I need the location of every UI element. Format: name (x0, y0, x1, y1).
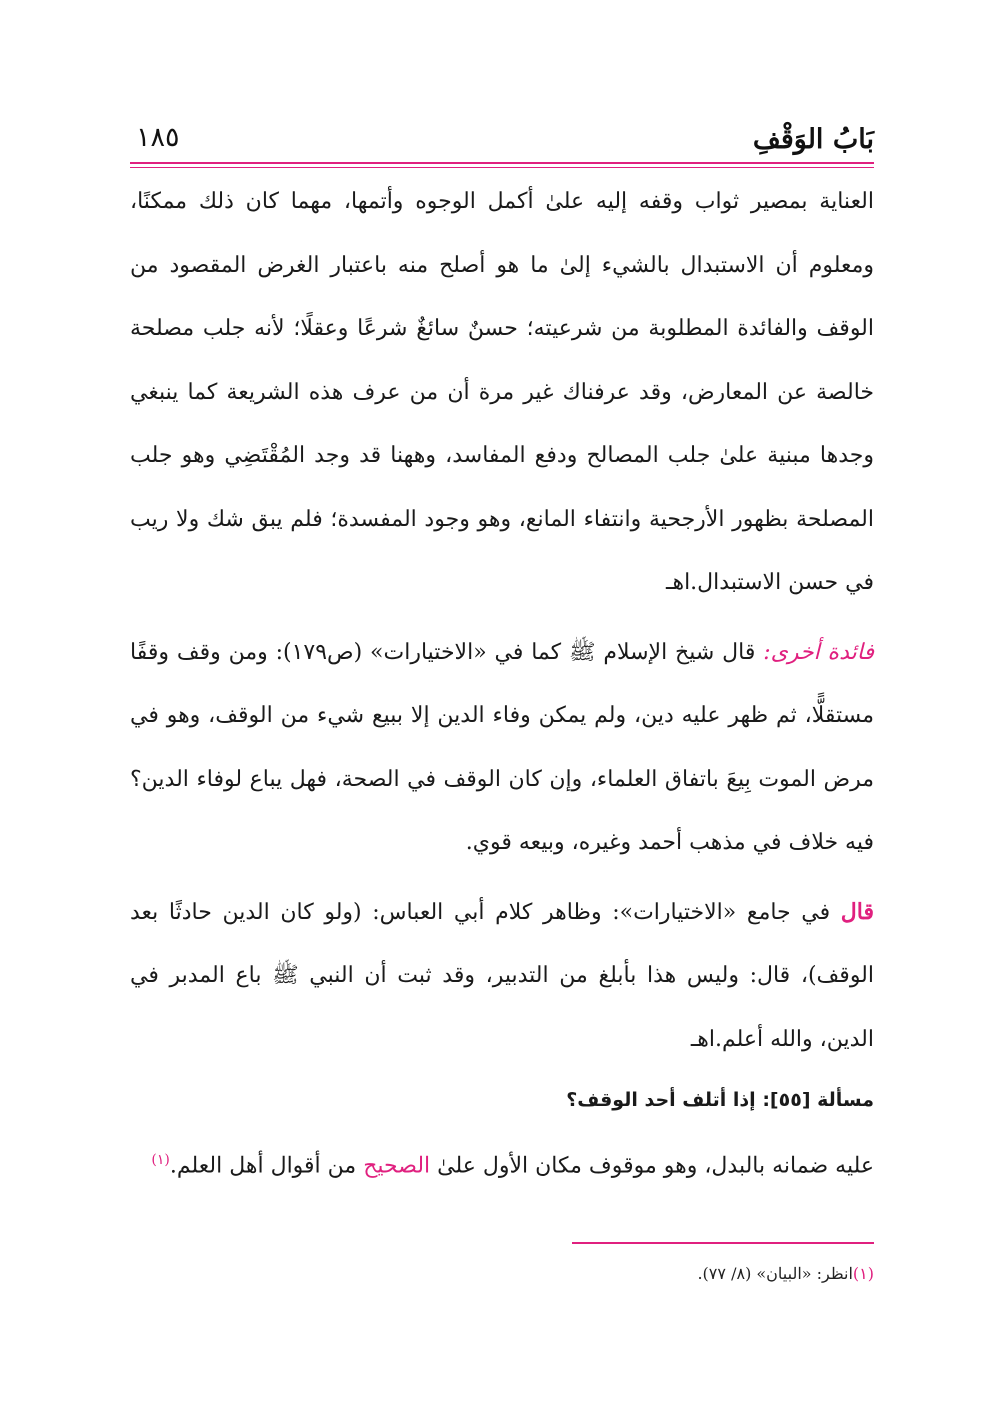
page-header (130, 118, 874, 162)
footnote-rule (572, 1242, 874, 1244)
paragraph-1: العناية بمصير ثواب وقفه إليه علىٰ أكمل الوجوه وأتمها، مهما كان ذلك ممكنًا، ومعلوم أن الاستبدال بالشيء إلىٰ ما هو أصلح منه باعتبار الغرض المقصود من الوقف والفائدة المطلوبة من شرعيته؛ حسنٌ سائغٌ شرعًا وعقلًا؛ لأنه جلب مصلحة خالصة عن المعارض، وقد عرفناك غير مرة أن من عرف هذه الشريعة كما ينبغي وجدها مبنية علىٰ جلب المصالح ودفع المفاسد، وههنا قد وجد المُقْتَضِي وهو جلب المصلحة بظهور الأرجحية وانتفاء المانع، وهو وجود المفسدة؛ فلم يبق شك ولا ريب في حسن الاستبدال.اهـ (130, 189, 874, 595)
paragraph-4 (130, 1129, 874, 1198)
issue-heading: مسألة [٥٥]: إذا أتلف أحد الوقف؟ (566, 1089, 874, 1111)
paragraph-3 (130, 881, 874, 1072)
qal-label: قال (840, 898, 874, 925)
footnote-number: (١) (852, 1264, 874, 1283)
main-text (130, 170, 874, 1198)
benefit-label: فائدة أخرى: (763, 639, 874, 665)
paragraph-4-after: من أقوال أهل العلم. (169, 1153, 364, 1179)
paragraph-3-text: في جامع «الاختيارات»: وظاهر كلام أبي العباس: (ولو كان الدين حادثًا بعد الوقف)، قال: وليس هذا بأبلغ من التدبير، وقد ثبت أن النبي ﷺ باع المدبر في الدين، والله أعلم.اهـ (130, 899, 874, 1052)
header-rule-thin (130, 167, 874, 168)
highlight-sahih: الصحيح (363, 1153, 431, 1179)
header-rule (130, 162, 874, 164)
footnote (130, 1264, 874, 1283)
paragraph-4-before: عليه ضمانه بالبدل، وهو موقوف مكان الأول علىٰ (430, 1153, 874, 1179)
paragraph-2 (130, 621, 874, 875)
chapter-title: بَابُ الوَقْفِ (752, 124, 874, 155)
footnote-ref: (١) (151, 1152, 170, 1168)
footnote-text: انظر: «البيان» (٨/ ٧٧). (697, 1264, 853, 1283)
page-number: ١٨٥ (136, 122, 180, 153)
paragraph-2-text: قال شيخ الإسلام ﷺ كما في «الاختيارات» (ص١٧٩): ومن وقف وقفًا مستقلًّا، ثم ظهر عليه دين، ولم يمكن وفاء الدين إلا ببيع شيء من الوقف، وهو في مرض الموت بِيعَ باتفاق العلماء، وإن كان الوقف في الصحة، فهل يباع لوفاء الدين؟ فيه خلاف في مذهب أحمد وغيره، وبيعه قوي. (130, 639, 874, 855)
